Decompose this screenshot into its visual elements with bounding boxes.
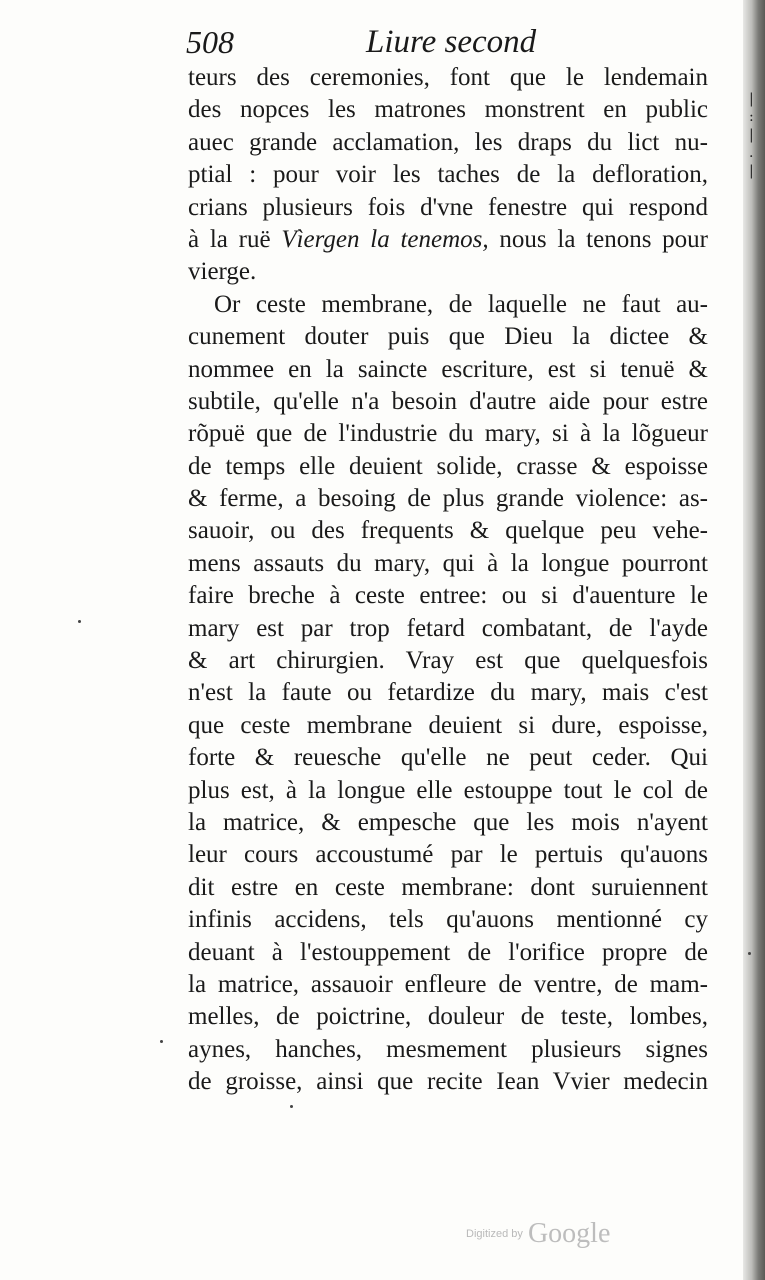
body-text bbox=[188, 62, 708, 1099]
scan-speck bbox=[290, 1105, 293, 1108]
text-line: de groisse, ainsi que recite Iean Vvier medecin bbox=[188, 1068, 708, 1096]
text-line: auec grande acclamation, les draps du lict nu- bbox=[188, 128, 708, 156]
text-line: & art chirurgien. Vray est que quelquesfois bbox=[188, 647, 708, 675]
text-line: la matrice, & empesche que les mois n'ayent bbox=[188, 808, 708, 836]
text-segment: à la ruë bbox=[188, 225, 271, 253]
text-line: aynes, hanches, mesmement plusieurs signes bbox=[188, 1035, 708, 1063]
text-line-with-quote bbox=[188, 224, 708, 256]
text-line: dit estre en ceste membrane: dont suruiennent bbox=[188, 873, 708, 901]
text-line: leur cours accoustumé par le pertuis qu'auons bbox=[188, 841, 708, 869]
text-segment: nous la tenons pour bbox=[499, 225, 709, 253]
scan-speck bbox=[160, 1040, 163, 1043]
text-line: vierge. bbox=[188, 258, 257, 286]
watermark-brand: Google bbox=[527, 1218, 611, 1249]
text-line: crians plusieurs fois d'vne fenestre qui respond bbox=[188, 193, 708, 221]
scan-speck bbox=[748, 952, 751, 955]
scan-speck bbox=[78, 620, 81, 623]
text-line: forte & reuesche qu'elle ne peut ceder. Qui bbox=[188, 744, 708, 772]
text-line: ptial : pour voir les taches de la defloration, bbox=[188, 161, 708, 189]
text-line: melles, de poictrine, douleur de teste, lombes, bbox=[188, 1003, 708, 1031]
text-line: sauoir, ou des frequents & quelque peu vehe- bbox=[188, 517, 708, 545]
digitized-watermark bbox=[466, 1218, 610, 1258]
book-binding-edge bbox=[743, 0, 765, 1280]
running-head: Liure second bbox=[366, 24, 537, 60]
paragraph-start-line: Or ceste membrane, de laquelle ne faut au- bbox=[214, 290, 708, 318]
text-line: la matrice, assauoir enfleure de ventre, de mam- bbox=[188, 970, 708, 998]
adjacent-page-marks: | : | . | bbox=[749, 91, 752, 179]
text-line: faire breche à ceste entree: ou si d'auenture le bbox=[188, 582, 708, 610]
text-line: cunement douter puis que Dieu la dictee & bbox=[188, 323, 708, 351]
text-line: mary est par trop fetard combatant, de l'ayde bbox=[188, 614, 708, 642]
text-line: teurs des ceremonies, font que le lendemain bbox=[188, 64, 708, 91]
text-line: infinis accidens, tels qu'auons mentionné cy bbox=[188, 906, 708, 934]
text-line: nommee en la saincte escriture, est si tenuë & bbox=[188, 355, 708, 383]
page-header bbox=[186, 22, 706, 62]
watermark-prefix: Digitized by bbox=[466, 1228, 523, 1240]
text-line: que ceste membrane deuient si dure, espoisse, bbox=[188, 711, 708, 739]
text-line: & ferme, a besoing de plus grande violence: as- bbox=[188, 485, 708, 513]
text-line: n'est la faute ou fetardize du mary, mais c'est bbox=[188, 679, 708, 707]
spanish-quote: Vìergen la tenemos, bbox=[281, 225, 489, 253]
text-line: rõpuë que de l'industrie du mary, si à la lõgueur bbox=[188, 420, 708, 448]
text-line: subtile, qu'elle n'a besoin d'autre aide pour estre bbox=[188, 387, 708, 415]
text-line: deuant à l'estouppement de l'orifice propre de bbox=[188, 938, 708, 966]
text-line: de temps elle deuient solide, crasse & espoisse bbox=[188, 452, 708, 480]
text-line: plus est, à la longue elle estouppe tout le col de bbox=[188, 776, 708, 804]
text-line: des nopces les matrones monstrent en public bbox=[188, 96, 708, 124]
page-number: 508 bbox=[186, 24, 234, 60]
text-line: mens assauts du mary, qui à la longue pourront bbox=[188, 549, 708, 577]
